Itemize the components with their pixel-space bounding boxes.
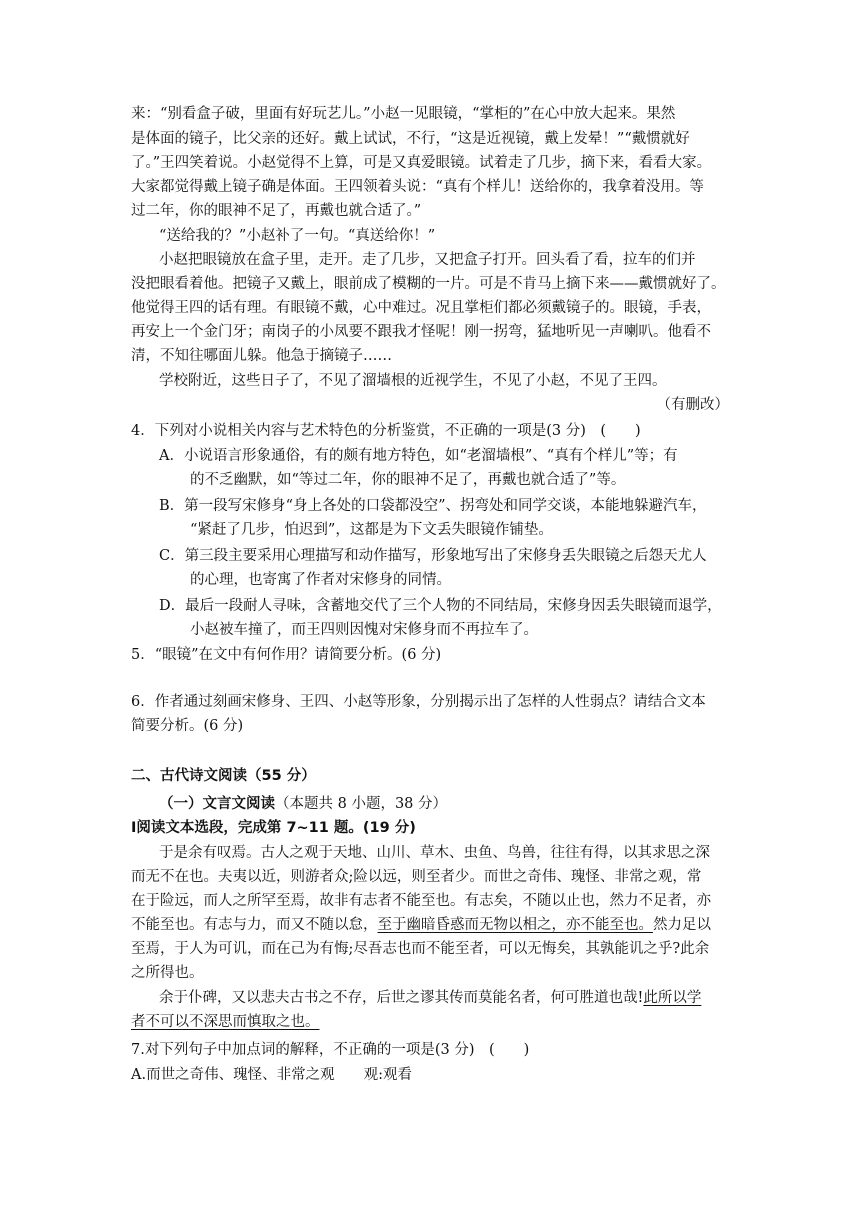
plain-text: 然力足以: [653, 917, 711, 933]
text-line: 没把眼看着他。把镜子又戴上，眼前成了模糊的一片。可是不肯马上摘下来——戴惯就好了。: [131, 276, 726, 292]
underlined-sentence: 至于幽暗昏惑而无物以相之，亦不能至也。: [377, 917, 653, 933]
section-heading: 二、古代诗文阅读（55 分）: [131, 768, 316, 784]
text-line: [131, 915, 711, 935]
text-line: “送给我的？”小赵补了一句。“真送给你！”: [159, 228, 436, 244]
option-d: D．最后一段耐人寻味，含蓄地交代了三个人物的不同结局，宋修身因丢失眼镜而退学，: [159, 598, 722, 614]
plain-text: 不能至也。有志与力，而又不随以怠，: [131, 917, 378, 933]
question-7: 7.对下列句子中加点词的解释，不正确的一项是(3 分) ( ): [131, 1042, 530, 1058]
text-line: 来：“别看盒子破，里面有好玩艺儿。”小赵一见眼镜，“掌柜的”在心中放大起来。果然: [131, 106, 676, 122]
text-line: 是体面的镜子，比父亲的还好。戴上试试，不行，“这是近视镜，戴上发晕！”“戴惯就好: [131, 131, 690, 147]
text-line: 再安上一个金门牙；南岗子的小凤要不跟我才怪呢！刚一拐弯，猛地听见一声喇叭。他看不: [131, 324, 711, 340]
text-line: “紧赶了几步，怕迟到”，这都是为下文丢失眼镜作铺垫。: [190, 522, 553, 538]
text-line: 简要分析。(6 分): [131, 718, 244, 734]
text-line: 了。”王四笑着说。小赵觉得不上算，可是又真爱眼镜。试着走了几步，摘下来，看看大家。: [131, 155, 712, 171]
option-c: C．第三段主要采用心理描写和动作描写，形象地写出了宋修身丢失眼镜之后怨天尤人: [159, 548, 707, 564]
text-line: 在于险远，而人之所罕至焉，故非有志者不能至也。有志矣，不随以止也，然力不足者，亦: [131, 893, 711, 909]
text-line: 至焉，于人为可讥，而在己为有悔;尽吾志也而不能至者，可以无悔矣，其孰能讥之乎?此余: [131, 941, 710, 957]
text-line: 过二年，你的眼神不足了，再戴也就合适了。”: [131, 203, 422, 219]
option-a: A.而世之奇伟、瑰怪、非常之观 观:观看: [131, 1067, 412, 1083]
text-line: 而无不在也。夫夷以近，则游者众;险以远，则至者少。而世之奇伟、瑰怪、非常之观，常: [131, 869, 702, 885]
text-line: 他觉得王四的话有理。有眼镜不戴，心中难过。况且掌柜们都必须戴镜子的。眼镜，手表，: [131, 300, 711, 316]
reading-instruction: Ⅰ阅读文本选段，完成第 7~11 题。(19 分): [131, 820, 416, 836]
text-line: 清，不知往哪面儿躲。他急于摘镜子……: [131, 348, 392, 364]
text-line: [159, 988, 701, 1008]
question-5: 5．“眼镜”在文中有何作用？请简要分析。(6 分): [131, 647, 442, 663]
underlined-sentence: 者不可以不深思而慎取之也。: [131, 1014, 320, 1030]
question-6: 6．作者通过刻画宋修身、王四、小赵等形象，分别揭示出了怎样的人性弱点？请结合文本: [131, 694, 706, 710]
subsection-heading: [159, 794, 447, 814]
underlined-sentence: 此所以学: [643, 990, 702, 1006]
text-line: 小赵把眼镜放在盒子里，走开。走了几步，又把盒子打开。回头看了看，拉车的们并: [159, 252, 696, 268]
text-line: 学校附近，这些日子了，不见了溜墙根的近视学生，不见了小赵，不见了王四。: [159, 373, 667, 389]
text-line: 的不乏幽默，如“等过二年，你的眼神不足了，再戴也就合适了”等。: [190, 472, 626, 488]
text-line: 之所得也。: [131, 965, 204, 981]
subsection-title: （一）文言文阅读: [159, 796, 275, 812]
text-line: 小赵被车撞了，而王四则因愧对宋修身而不再拉车了。: [190, 622, 538, 638]
option-a: A．小说语言形象通俗，有的颇有地方特色，如“老溜墙根”、“真有个样儿”等；有: [159, 448, 678, 464]
option-b: B．第一段写宋修身“身上各处的口袋都没空”、拐弯处和同学交谈，本能地躲避汽车，: [159, 498, 707, 514]
text-line: 大家都觉得戴上镜子确是体面。王四领着头说：“真有个样儿！送给你的，我拿着没用。等: [131, 179, 704, 195]
subsection-note: （本题共 8 小题，38 分）: [275, 796, 448, 812]
text-line: 的心理，也寄寓了作者对宋修身的同情。: [190, 572, 451, 588]
question-4: 4．下列对小说相关内容与艺术特色的分析鉴赏，不正确的一项是(3 分) ( ): [131, 423, 641, 439]
plain-text: 余于仆碑，又以悲夫古书之不存，后世之谬其传而莫能名者，何可胜道也哉!: [159, 990, 644, 1006]
source-note: （有删改）: [656, 397, 729, 413]
text-line: 于是余有叹焉。古人之观于天地、山川、草木、虫鱼、鸟兽，往往有得，以其求思之深: [159, 845, 710, 861]
